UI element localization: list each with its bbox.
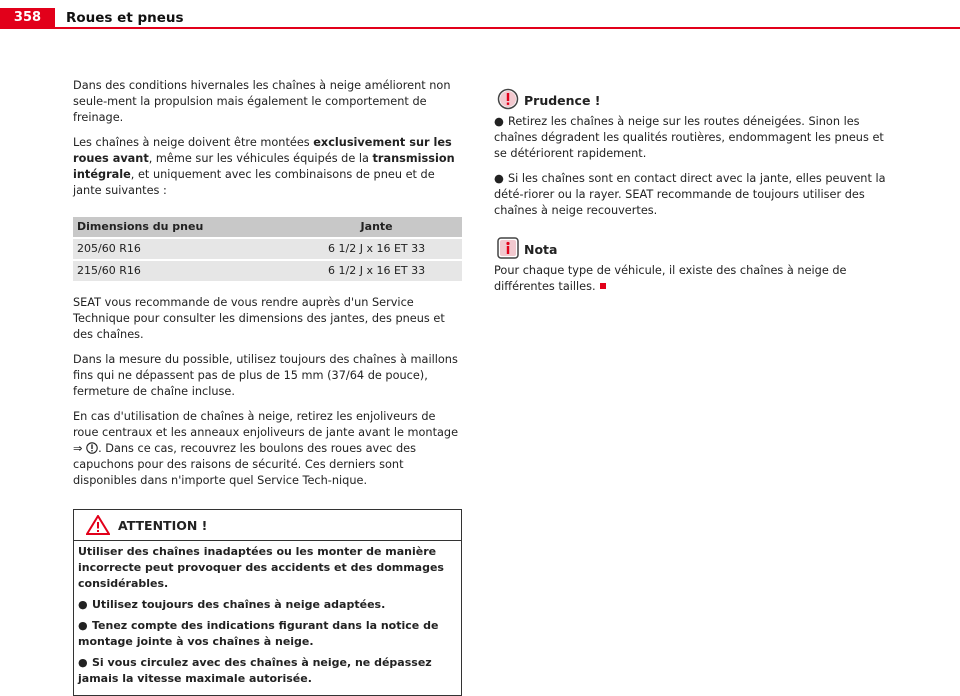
warning-bullet: ● Si vous circulez avec des chaînes à neige, ne dépassez jamais la vitesse maximale autorisée. — [78, 656, 432, 685]
warning-title: ATTENTION ! — [118, 518, 208, 533]
table-row — [73, 261, 462, 281]
note-header — [494, 233, 886, 263]
caution-bullet: ● Si les chaînes sont en contact direct avec la jante, elles peuvent la dété-riorer ou la rayer. SEAT recommande de toujours utiliser des chaînes à neige recouvertes. — [494, 172, 886, 217]
page-number: 358 — [0, 8, 55, 28]
warning-box — [73, 509, 462, 696]
tire-dimensions-table — [73, 217, 462, 281]
warning-body — [74, 541, 461, 695]
hubcaps-paragraph: En cas d'utilisation de chaînes à neige, retirez les enjoliveurs de roue centraux et les anneaux enjoliveurs de jante avant le montage ⇒ . Dans ce cas, recouvrez les boulons des roues avec des capuchons pour des raisons de sécurité. Ces derniers sont disponibles dans n'importe quel Service Tech-nique. — [73, 410, 459, 487]
caution-title: Prudence ! — [524, 93, 601, 108]
table-row — [73, 239, 462, 259]
page-title: Roues et pneus — [66, 10, 184, 26]
table-header-rim: Jante — [291, 217, 462, 237]
warning-header — [74, 510, 461, 541]
caution-bullet: ● Retirez les chaînes à neige sur les routes déneigées. Sinon les chaînes dégradent les qualités routières, endommagent les pneus et se détériorent rapidement. — [494, 115, 884, 160]
warning-bullet: ● Tenez compte des indications figurant dans la notice de montage jointe à vos chaînes à neige. — [78, 619, 439, 648]
table-cell-rim: 6 1/2 J x 16 ET 33 — [291, 239, 462, 259]
note-title: Nota — [524, 242, 558, 257]
caution-exclamation-icon — [86, 442, 98, 454]
chain-links-paragraph: Dans la mesure du possible, utilisez toujours des chaînes à maillons fins qui ne dépassent pas de plus de 15 mm (37/64 de pouce), fermeture de chaîne incluse. — [73, 353, 458, 398]
warning-bullet: ● Utilisez toujours des chaînes à neige adaptées. — [78, 598, 386, 611]
caution-header — [494, 84, 886, 114]
table-header-row — [73, 217, 462, 237]
warning-triangle-icon — [86, 515, 110, 535]
note-info-icon — [497, 237, 519, 259]
left-column — [73, 78, 462, 696]
warning-intro: Utiliser des chaînes inadaptées ou les monter de manière incorrecte peut provoquer des accidents et des dommages considérables. — [78, 545, 444, 590]
table-header-tire: Dimensions du pneu — [73, 217, 291, 237]
right-column — [494, 84, 886, 304]
table-cell-tire: 205/60 R16 — [73, 239, 291, 259]
table-cell-tire: 215/60 R16 — [73, 261, 291, 281]
caution-exclamation-icon — [497, 88, 519, 110]
intro-paragraph: Dans des conditions hivernales les chaînes à neige améliorent non seule-ment la propulsion mais également le comportement de freinage. — [73, 79, 451, 124]
note-text: Pour chaque type de véhicule, il existe des chaînes à neige de différentes tailles. — [494, 264, 847, 293]
table-cell-rim: 6 1/2 J x 16 ET 33 — [291, 261, 462, 281]
service-paragraph: SEAT vous recommande de vous rendre auprès d'un Service Technique pour consulter les dimensions des jantes, des pneus et des chaînes. — [73, 296, 445, 341]
mounting-paragraph: Les chaînes à neige doivent être montées exclusivement sur les roues avant, même sur les véhicules équipés de la transmission intégrale, et uniquement avec les combinaisons de pneu et de jante suivantes : — [73, 136, 455, 197]
end-of-section-marker — [600, 283, 606, 289]
header-rule — [0, 27, 960, 29]
page-header — [0, 0, 960, 30]
